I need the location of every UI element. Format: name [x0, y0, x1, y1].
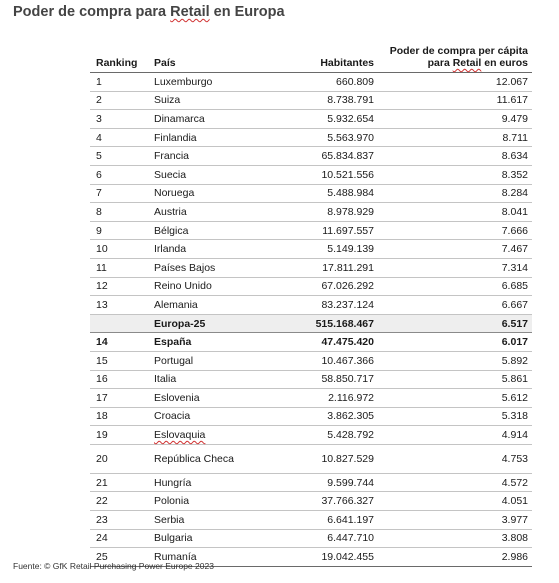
table-row	[90, 407, 532, 426]
cell-power: 3.977	[378, 511, 532, 530]
table-row	[90, 351, 532, 370]
cell-habitantes: 65.834.837	[268, 147, 378, 166]
table-row	[90, 444, 532, 473]
cell-habitantes: 10.521.556	[268, 165, 378, 184]
cell-ranking: 17	[90, 389, 148, 408]
table-row	[90, 258, 532, 277]
cell-country: Finlandia	[148, 128, 268, 147]
table-row	[90, 370, 532, 389]
cell-ranking: 25	[90, 548, 148, 567]
table-row	[90, 184, 532, 203]
cell-ranking: 13	[90, 296, 148, 315]
table-row	[90, 314, 532, 333]
cell-power: 4.572	[378, 473, 532, 492]
cell-ranking: 1	[90, 73, 148, 92]
title-suffix: en Europa	[209, 4, 285, 20]
cell-ranking: 23	[90, 511, 148, 530]
table-row	[90, 426, 532, 445]
header-poder-compra	[378, 40, 532, 73]
table-row	[90, 73, 532, 92]
cell-ranking: 2	[90, 91, 148, 110]
cell-power: 4.051	[378, 492, 532, 511]
table-row	[90, 221, 532, 240]
cell-habitantes: 6.447.710	[268, 529, 378, 548]
cell-country: Polonia	[148, 492, 268, 511]
cell-country: Dinamarca	[148, 110, 268, 129]
cell-habitantes: 83.237.124	[268, 296, 378, 315]
cell-habitantes: 8.738.791	[268, 91, 378, 110]
cell-country: Francia	[148, 147, 268, 166]
title-highlight: Retail	[170, 4, 210, 20]
table-row	[90, 147, 532, 166]
cell-country: Austria	[148, 203, 268, 222]
cell-power: 8.634	[378, 147, 532, 166]
page-title	[13, 4, 285, 20]
cell-country: Bélgica	[148, 221, 268, 240]
header-poder-line1: Poder de compra per cápita	[389, 45, 528, 57]
cell-power: 6.017	[378, 333, 532, 352]
table-row	[90, 473, 532, 492]
cell-ranking: 20	[90, 444, 148, 473]
cell-ranking: 12	[90, 277, 148, 296]
table-row	[90, 128, 532, 147]
cell-ranking: 24	[90, 529, 148, 548]
table-row	[90, 333, 532, 352]
cell-country: Eslovenia	[148, 389, 268, 408]
cell-country: Serbia	[148, 511, 268, 530]
header-poder-line2-highlight: Retail	[452, 57, 482, 69]
country-name-flagged: Eslovaquia	[154, 429, 206, 442]
cell-habitantes: 6.641.197	[268, 511, 378, 530]
cell-habitantes: 5.428.792	[268, 426, 378, 445]
ranking-table	[90, 40, 532, 567]
cell-habitantes: 8.978.929	[268, 203, 378, 222]
cell-ranking: 8	[90, 203, 148, 222]
cell-power: 11.617	[378, 91, 532, 110]
cell-country: República Checa	[148, 444, 268, 473]
cell-ranking: 4	[90, 128, 148, 147]
table-row	[90, 240, 532, 259]
header-pais: País	[148, 40, 268, 73]
cell-ranking: 15	[90, 351, 148, 370]
cell-habitantes: 10.827.529	[268, 444, 378, 473]
cell-power: 4.914	[378, 426, 532, 445]
cell-country: Noruega	[148, 184, 268, 203]
cell-habitantes: 19.042.455	[268, 548, 378, 567]
table-row	[90, 389, 532, 408]
cell-country: Suecia	[148, 165, 268, 184]
cell-country: Europa-25	[148, 314, 268, 333]
table-row	[90, 511, 532, 530]
table-row	[90, 203, 532, 222]
cell-country: Croacia	[148, 407, 268, 426]
cell-power: 7.314	[378, 258, 532, 277]
cell-power: 6.517	[378, 314, 532, 333]
cell-ranking: 16	[90, 370, 148, 389]
cell-country: Luxemburgo	[148, 73, 268, 92]
table-row	[90, 110, 532, 129]
cell-ranking: 7	[90, 184, 148, 203]
cell-habitantes: 37.766.327	[268, 492, 378, 511]
header-habitantes: Habitantes	[268, 40, 378, 73]
cell-power: 12.067	[378, 73, 532, 92]
cell-power: 5.892	[378, 351, 532, 370]
cell-country: Hungría	[148, 473, 268, 492]
cell-country	[148, 426, 268, 445]
table-row	[90, 296, 532, 315]
cell-country: Bulgaria	[148, 529, 268, 548]
cell-ranking: 19	[90, 426, 148, 445]
table-row	[90, 492, 532, 511]
cell-power: 6.685	[378, 277, 532, 296]
cell-power: 8.041	[378, 203, 532, 222]
source-note: Fuente: © GfK Retail Purchasing Power Europe 2023	[13, 561, 214, 571]
cell-habitantes: 2.116.972	[268, 389, 378, 408]
cell-ranking: 11	[90, 258, 148, 277]
cell-habitantes: 660.809	[268, 73, 378, 92]
cell-ranking: 14	[90, 333, 148, 352]
cell-power: 7.666	[378, 221, 532, 240]
cell-country: España	[148, 333, 268, 352]
cell-power: 5.861	[378, 370, 532, 389]
cell-country: Rumanía	[148, 548, 268, 567]
cell-country: Suiza	[148, 91, 268, 110]
cell-ranking: 9	[90, 221, 148, 240]
cell-power: 8.284	[378, 184, 532, 203]
cell-ranking: 18	[90, 407, 148, 426]
cell-power: 6.667	[378, 296, 532, 315]
cell-habitantes: 11.697.557	[268, 221, 378, 240]
cell-habitantes: 58.850.717	[268, 370, 378, 389]
cell-ranking: 5	[90, 147, 148, 166]
table-row	[90, 277, 532, 296]
cell-country: Irlanda	[148, 240, 268, 259]
cell-ranking: 6	[90, 165, 148, 184]
cell-country: Reino Unido	[148, 277, 268, 296]
cell-habitantes: 9.599.744	[268, 473, 378, 492]
table-header-row	[90, 40, 532, 73]
cell-country: Alemania	[148, 296, 268, 315]
header-ranking: Ranking	[90, 40, 148, 73]
cell-habitantes: 3.862.305	[268, 407, 378, 426]
cell-country: Portugal	[148, 351, 268, 370]
cell-habitantes: 47.475.420	[268, 333, 378, 352]
header-poder-line2-prefix: para	[427, 57, 453, 69]
table-row	[90, 529, 532, 548]
cell-habitantes: 5.932.654	[268, 110, 378, 129]
ranking-table-container	[90, 40, 532, 567]
cell-habitantes: 67.026.292	[268, 277, 378, 296]
cell-power: 2.986	[378, 548, 532, 567]
table-body	[90, 73, 532, 567]
cell-power: 4.753	[378, 444, 532, 473]
cell-ranking: 3	[90, 110, 148, 129]
cell-ranking: 10	[90, 240, 148, 259]
table-row	[90, 91, 532, 110]
header-poder-line2-suffix: en euros	[481, 57, 528, 69]
cell-habitantes: 10.467.366	[268, 351, 378, 370]
cell-ranking: 22	[90, 492, 148, 511]
cell-power: 8.711	[378, 128, 532, 147]
cell-habitantes: 5.149.139	[268, 240, 378, 259]
cell-power: 5.612	[378, 389, 532, 408]
cell-habitantes: 17.811.291	[268, 258, 378, 277]
cell-country: Italia	[148, 370, 268, 389]
cell-habitantes: 515.168.467	[268, 314, 378, 333]
cell-country: Países Bajos	[148, 258, 268, 277]
cell-power: 7.467	[378, 240, 532, 259]
cell-ranking	[90, 314, 148, 333]
cell-power: 3.808	[378, 529, 532, 548]
cell-habitantes: 5.488.984	[268, 184, 378, 203]
cell-power: 8.352	[378, 165, 532, 184]
cell-ranking: 21	[90, 473, 148, 492]
table-row	[90, 165, 532, 184]
cell-power: 9.479	[378, 110, 532, 129]
cell-habitantes: 5.563.970	[268, 128, 378, 147]
cell-power: 5.318	[378, 407, 532, 426]
title-prefix: Poder de compra para	[13, 4, 171, 20]
